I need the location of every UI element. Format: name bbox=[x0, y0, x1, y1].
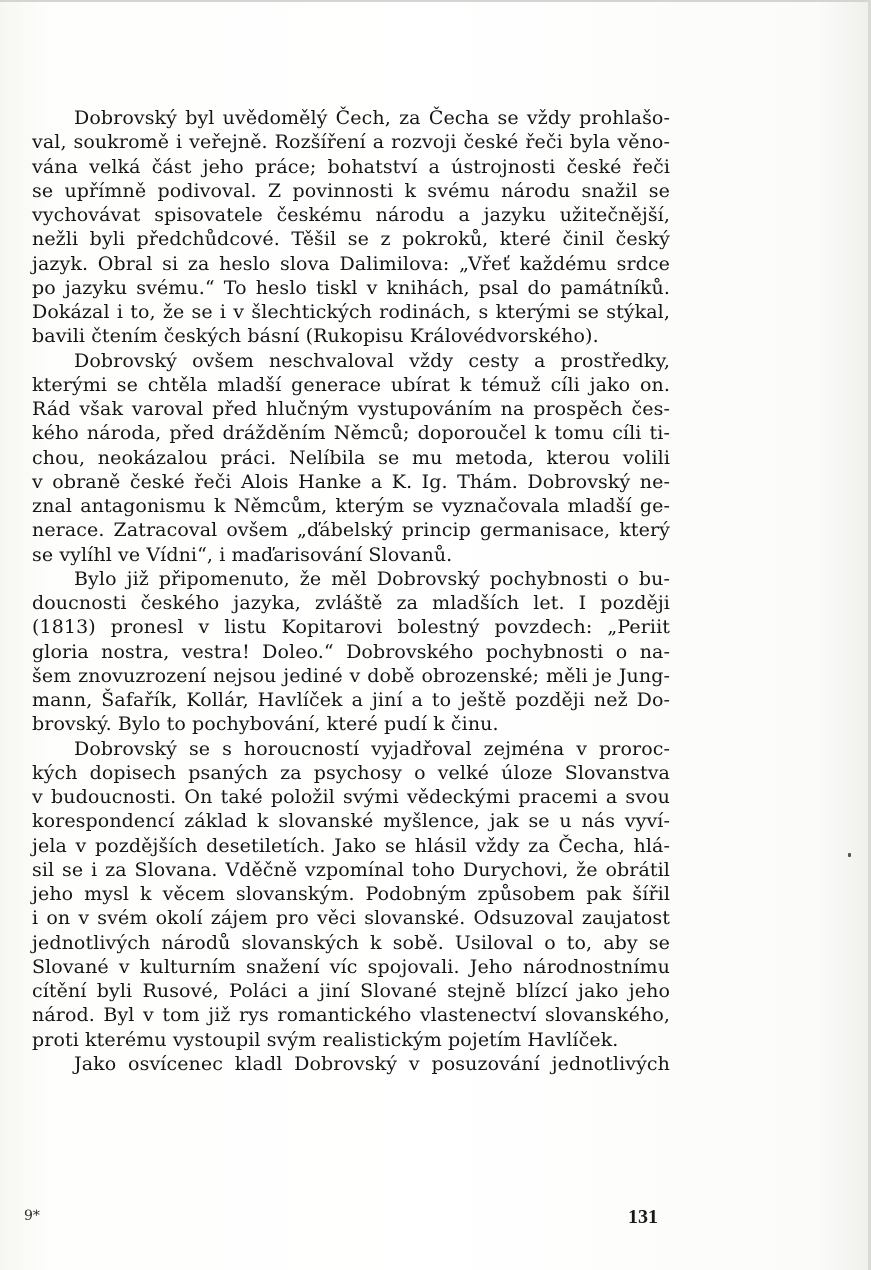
text-line: brovský. Bylo to pochybování, které pudí k činu. bbox=[32, 713, 499, 736]
text-line: v budoucnosti. On také položil svými vědeckými pracemi a svou bbox=[32, 786, 670, 808]
page-number: 131 bbox=[628, 1206, 658, 1228]
text-line: Bylo již připomenuto, že měl Dobrovský pochybnosti o bu- bbox=[74, 567, 670, 590]
text-line: nerace. Zatracoval ovšem „ďábelský princip germanisace, který bbox=[32, 519, 670, 542]
text-line: doucnosti českého jazyka, zvláště za mladších let. I později bbox=[32, 592, 670, 614]
text-line: kterými se chtěla mladší generace ubírat k témuž cíli jako on. bbox=[32, 373, 670, 396]
text-line: Dokázal i to, že se i v šlechtických rodinách, s kterými se stýkal, bbox=[32, 301, 670, 323]
printer-signature-mark: 9* bbox=[24, 1208, 40, 1224]
text-line: vána velká část jeho práce; bohatství a ústrojnosti české řeči bbox=[32, 155, 670, 178]
body-text bbox=[32, 106, 670, 1076]
text-line: Rád však varoval před hlučným vystupováním na prospěch čes- bbox=[32, 398, 670, 420]
text-line: Jako osvícenec kladl Dobrovský v posuzování jednotlivých bbox=[74, 1052, 670, 1075]
text-line: národ. Byl v tom již rys romantického vlastenectví slovanského, bbox=[32, 1004, 670, 1027]
text-line: chou, neokázalou práci. Nelíbila se mu metoda, kterou volili bbox=[32, 446, 670, 469]
text-line: v obraně české řeči Alois Hanke a K. Ig. Thám. Dobrovský ne- bbox=[32, 470, 670, 493]
text-line: gloria nostra, vestra! Doleo.“ Dobrovského pochybnosti o na- bbox=[32, 640, 670, 663]
text-line: kého národa, před drážděním Němců; doporoučel k tomu cíli ti- bbox=[32, 422, 670, 445]
text-line: jednotlivých národů slovanských k sobě. Usiloval o to, aby se bbox=[32, 931, 670, 954]
text-line: po jazyku svému.“ To heslo tiskl v knihách, psal do památníků. bbox=[32, 276, 670, 299]
text-line: korespondencí základ k slovanské myšlence, jak se u nás vyví- bbox=[32, 810, 670, 833]
text-line: val, soukromě i veřejně. Rozšíření a rozvoji české řeči byla věno- bbox=[32, 131, 670, 154]
text-line: sil se i za Slovana. Vděčně vzpomínal toho Durychovi, že obrátil bbox=[32, 858, 670, 881]
text-line: vychovávat spisovatele českému národu a jazyku užitečnější, bbox=[32, 204, 670, 226]
text-line: i on v svém okolí zájem pro věci slovanské. Odsuzoval zaujatost bbox=[32, 907, 670, 930]
text-line: proti kterému vystoupil svým realistickým pojetím Havlíček. bbox=[32, 1028, 619, 1051]
text-line: se upřímně podivoval. Z povinnosti k svému národu snažil se bbox=[32, 179, 670, 202]
text-line: šem znovuzrození nejsou jediné v době obrozenské; měli je Jung- bbox=[32, 664, 670, 687]
page-top-edge bbox=[0, 0, 871, 2]
text-line: cítění byli Rusové, Poláci a jiní Slované stejně blízcí jako jeho bbox=[32, 980, 670, 1002]
text-line: jazyk. Obral si za heslo slova Dalimilova: „Vřeť každému srdce bbox=[32, 252, 670, 275]
text-line: nežli byli předchůdcové. Těšil se z pokroků, které činil český bbox=[32, 228, 670, 251]
text-line: mann, Šafařík, Kollár, Havlíček a jiní a to ještě později než Do- bbox=[32, 689, 670, 711]
text-line: znal antagonismu k Němcům, kterým se vyznačovala mladší ge- bbox=[32, 495, 670, 517]
text-line: Dobrovský se s horoucností vyjadřoval zejména v proroc- bbox=[74, 737, 670, 760]
text-line: jela v pozdějších desetiletích. Jako se hlásil vždy za Čecha, hlá- bbox=[32, 834, 670, 857]
text-line: jeho mysl k věcem slovanským. Podobným způsobem pak šířil bbox=[32, 883, 670, 905]
text-line: Dobrovský byl uvědomělý Čech, za Čecha se vždy prohlašo- bbox=[74, 107, 670, 129]
text-line: Dobrovský ovšem neschvaloval vždy cesty a prostředky, bbox=[74, 349, 670, 372]
text-line: bavili čtením českých básní (Rukopisu Královédvorského). bbox=[32, 325, 599, 348]
ink-speck bbox=[848, 853, 851, 857]
text-line: (1813) pronesl v listu Kopitarovi bolestný povzdech: „Periit bbox=[32, 616, 670, 639]
text-line: se vylíhl ve Vídni“, i maďarisování Slovanů. bbox=[32, 543, 453, 566]
text-line: kých dopisech psaných za psychosy o velké úloze Slovanstva bbox=[32, 761, 670, 784]
text-line: Slované v kulturním snažení víc spojovali. Jeho národnostnímu bbox=[32, 955, 670, 978]
